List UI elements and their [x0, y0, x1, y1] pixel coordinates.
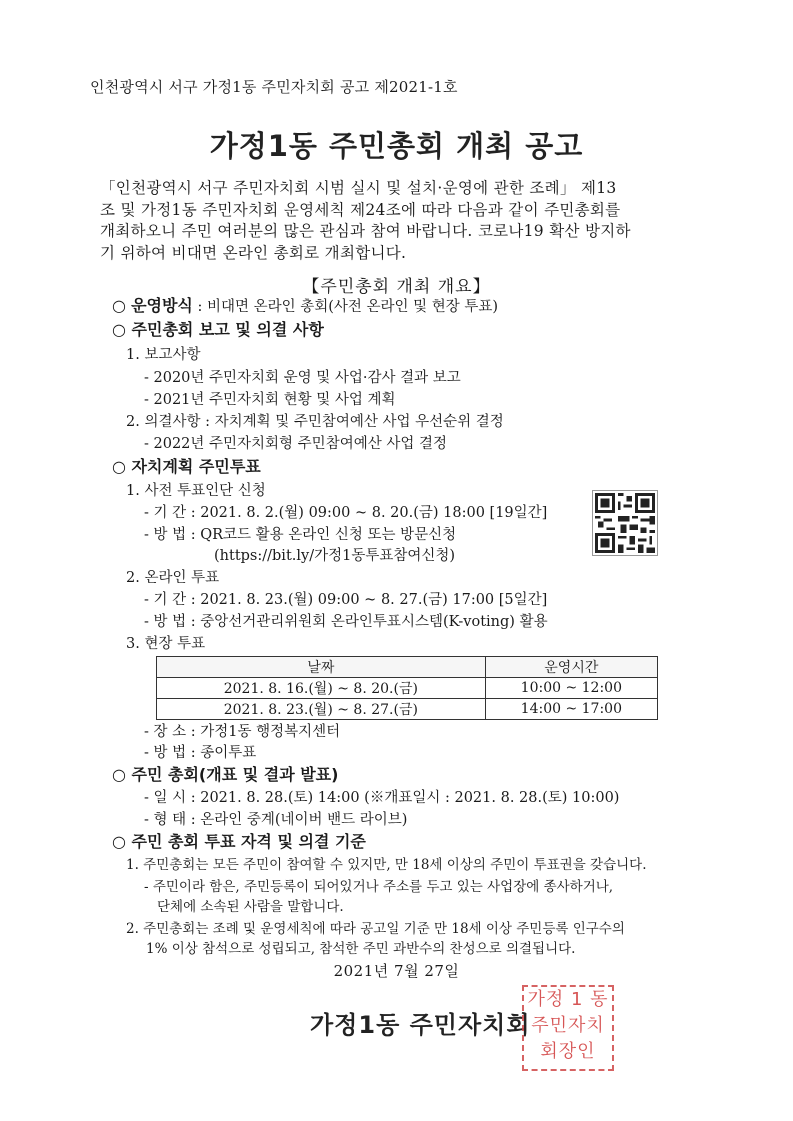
criteria-heading: ○ 주민 총회 투표 자격 및 의결 기준: [112, 832, 366, 851]
online-vote-method: - 방 법 : 중앙선거관리위원회 온라인투표시스템(K-voting) 활용: [144, 614, 548, 630]
criteria-item-1-sub: - 주민이라 함은, 주민등록이 되어있거나 주소를 두고 있는 사업장에 종사하거나,: [144, 879, 614, 895]
qr-code-icon[interactable]: [592, 490, 658, 556]
operation-method: [112, 296, 498, 317]
table-cell-hours: 14:00 ~ 17:00: [485, 699, 657, 720]
resolution-value: : 자치계획 및 주민참여예산 사업 우선순위 결정: [200, 414, 504, 430]
bullet: ○: [112, 296, 126, 315]
intro-line: 「인천광역시 서구 주민자치회 시범 실시 및 설치·운영에 관한 조례」 제13: [100, 179, 617, 197]
table-cell-date: 2021. 8. 16.(월) ~ 8. 20.(금): [157, 678, 486, 699]
criteria-item-1: 1. 주민총회는 모든 주민이 참여할 수 있지만, 만 18세 이상의 주민이 투표권을 갖습니다.: [126, 857, 647, 873]
pre-vote-method: - 방 법 : QR코드 활용 온라인 신청 또는 방문신청: [144, 527, 457, 543]
operation-label: 운영방식: [131, 296, 193, 315]
onsite-vote-title: 3. 현장 투표: [126, 636, 206, 652]
document-number: 인천광역시 서구 가정1동 주민자치회 공고 제2021-1호: [90, 78, 458, 96]
onsite-hours-table: [156, 656, 658, 720]
report-title: 1. 보고사항: [126, 347, 201, 363]
pre-vote-url[interactable]: (https://bit.ly/가정1동투표참여신청): [214, 548, 456, 564]
assembly-datetime: - 일 시 : 2021. 8. 28.(토) 14:00 (※개표일시 : 2021. 8. 28.(토) 10:00): [144, 790, 620, 806]
online-vote-title: 2. 온라인 투표: [126, 570, 220, 586]
resolution-line: [126, 412, 504, 432]
table-header: 운영시간: [485, 657, 657, 678]
criteria-item-1-sub-cont: 단체에 소속된 사람을 말합니다.: [157, 899, 344, 915]
table-row: [157, 699, 658, 720]
operation-value: : 비대면 온라인 총회(사전 온라인 및 현장 투표): [192, 299, 499, 315]
table-cell-date: 2021. 8. 23.(월) ~ 8. 27.(금): [157, 699, 486, 720]
stamp-line: 회장인: [540, 1041, 596, 1062]
table-header-row: [157, 657, 658, 678]
report-item: - 2020년 주민자치회 운영 및 사업·감사 결과 보고: [144, 370, 461, 386]
issuer-name: 가정1동 주민자치회: [310, 1011, 531, 1039]
criteria-item-2-cont: 1% 이상 참석으로 성립되고, 참석한 주민 과반수의 찬성으로 의결됩니다.: [146, 941, 576, 957]
assembly-format: - 형 태 : 온라인 중계(네이버 밴드 라이브): [144, 812, 408, 828]
assembly-heading: ○ 주민 총회(개표 및 결과 발표): [112, 765, 339, 784]
table-cell-hours: 10:00 ~ 12:00: [485, 678, 657, 699]
report-item: - 2021년 주민자치회 현황 및 사업 계획: [144, 392, 396, 408]
onsite-vote-method: - 방 법 : 종이투표: [144, 745, 257, 761]
resolution-title: 2. 의결사항: [126, 414, 201, 430]
onsite-vote-place: - 장 소 : 가정1동 행정복지센터: [144, 724, 341, 740]
intro-paragraph: [100, 178, 720, 264]
table-header: 날짜: [157, 657, 486, 678]
stamp-line: 가정 1 동: [527, 989, 609, 1010]
announcement-date: 2021년 7월 27일: [333, 962, 460, 980]
stamp-line: 주민자치: [531, 1015, 605, 1036]
intro-line: 개최하오니 주민 여러분의 많은 관심과 참여 바랍니다. 코로나19 확산 방지하: [100, 222, 631, 240]
online-vote-period: - 기 간 : 2021. 8. 23.(월) 09:00 ~ 8. 27.(금) 17:00 [5일간]: [144, 592, 548, 608]
agenda-heading: ○ 주민총회 보고 및 의결 사항: [112, 320, 324, 339]
section-header: 【주민총회 개최 개요】: [302, 277, 491, 297]
vote-heading: ○ 자치계획 주민투표: [112, 457, 261, 476]
intro-line: 기 위하여 비대면 온라인 총회로 개최합니다.: [100, 243, 407, 262]
intro-line: 조 및 가정1동 주민자치회 운영세칙 제24조에 따라 다음과 같이 주민총회를: [100, 200, 621, 219]
page-title: 가정1동 주민총회 개최 공고: [209, 129, 584, 163]
resolution-item: - 2022년 주민자치회형 주민참여예산 사업 결정: [144, 436, 447, 452]
table-row: [157, 678, 658, 699]
pre-vote-period: - 기 간 : 2021. 8. 2.(월) 09:00 ~ 8. 20.(금) 18:00 [19일간]: [144, 505, 548, 521]
criteria-item-2: 2. 주민총회는 조례 및 운영세칙에 따라 공고일 기준 만 18세 이상 주민등록 인구수의: [126, 921, 625, 937]
official-seal-icon: [522, 985, 614, 1071]
pre-vote-title: 1. 사전 투표인단 신청: [126, 483, 266, 499]
